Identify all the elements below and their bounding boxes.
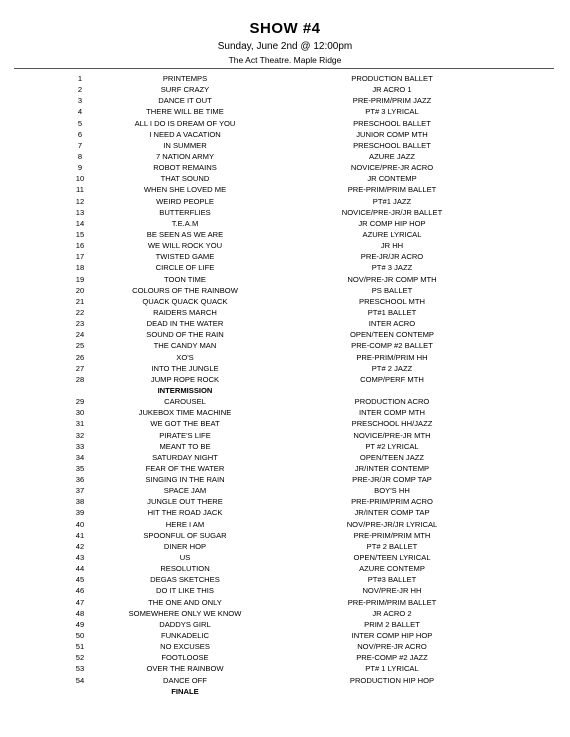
routine-class: PRE-PRIM/PRIM JAZZ xyxy=(352,96,432,106)
routine-title: WE WILL ROCK YOU xyxy=(147,241,223,251)
routine-title: FEAR OF THE WATER xyxy=(145,463,225,473)
routine-number: 21 xyxy=(75,296,85,306)
program-row xyxy=(0,507,570,518)
program-row xyxy=(0,630,570,641)
program-row xyxy=(0,229,570,240)
program-row xyxy=(0,129,570,140)
routine-title: CIRCLE OF LIFE xyxy=(155,263,215,273)
routine-number: 53 xyxy=(75,664,85,674)
routine-title: DINER HOP xyxy=(163,541,207,551)
program-row xyxy=(0,574,570,585)
program-row xyxy=(0,352,570,363)
routine-number: 20 xyxy=(75,285,85,295)
routine-title: JUMP ROPE ROCK xyxy=(150,374,220,384)
routine-number: 37 xyxy=(75,486,85,496)
program-row xyxy=(0,452,570,463)
routine-number: 44 xyxy=(75,564,85,574)
routine-number: 1 xyxy=(77,74,83,83)
program-row xyxy=(0,519,570,530)
routine-number: 3 xyxy=(77,96,83,106)
routine-number: 16 xyxy=(75,241,85,251)
routine-class: NOVICE/PRE-JR MTH xyxy=(353,430,431,440)
routine-class: JR HH xyxy=(380,241,404,251)
routine-class: NOV/PRE-JR COMP MTH xyxy=(347,274,437,284)
routine-number: 47 xyxy=(75,597,85,607)
program-row xyxy=(0,307,570,318)
routine-class: INTER COMP MTH xyxy=(358,408,426,418)
routine-class: JR/INTER COMP TAP xyxy=(354,508,430,518)
routine-title: ALL I DO IS DREAM OF YOU xyxy=(134,118,236,128)
program-row xyxy=(0,363,570,374)
routine-title: DANCE IT OUT xyxy=(158,96,212,106)
routine-number: 36 xyxy=(75,475,85,485)
routine-title: DEGAS SKETCHES xyxy=(150,575,220,585)
routine-title: PIRATE'S LIFE xyxy=(159,430,211,440)
program-row xyxy=(0,530,570,541)
program-row xyxy=(0,430,570,441)
program-row xyxy=(0,240,570,251)
program-row xyxy=(0,563,570,574)
routine-class: JR/INTER CONTEMP xyxy=(354,463,430,473)
routine-class: PT# 3 JAZZ xyxy=(371,263,413,273)
routine-class: NOVICE/PRE-JR ACRO xyxy=(350,163,434,173)
routine-title: JUKEBOX TIME MACHINE xyxy=(138,408,232,418)
routine-class: PRE-JR/JR COMP TAP xyxy=(352,475,432,485)
routine-class: PRE-PRIM/PRIM MTH xyxy=(353,530,431,540)
program-row xyxy=(0,262,570,273)
routine-title: SOUND OF THE RAIN xyxy=(146,330,224,340)
header-divider xyxy=(14,68,554,69)
routine-number: 17 xyxy=(75,252,85,262)
routine-class: PRIM 2 BALLET xyxy=(364,619,420,629)
routine-number: 6 xyxy=(77,129,83,139)
routine-number: 31 xyxy=(75,419,85,429)
routine-number: 41 xyxy=(75,530,85,540)
routine-number: 50 xyxy=(75,631,85,641)
program-row xyxy=(0,608,570,619)
routine-number: 4 xyxy=(77,107,83,117)
routine-number: 2 xyxy=(77,85,83,95)
program-row xyxy=(0,251,570,262)
routine-number: 18 xyxy=(75,263,85,273)
routine-title: XO'S xyxy=(176,352,194,362)
routine-title: BE SEEN AS WE ARE xyxy=(146,229,224,239)
routine-class: PT# 2 BALLET xyxy=(366,541,418,551)
routine-title: OVER THE RAINBOW xyxy=(146,664,224,674)
routine-number: 26 xyxy=(75,352,85,362)
routine-title: PRINTEMPS xyxy=(162,74,208,83)
routine-class: PRE-PRIM/PRIM BALLET xyxy=(347,597,437,607)
routine-class: NOV/PRE-JR ACRO xyxy=(357,642,427,652)
routine-number: 27 xyxy=(75,363,85,373)
routine-title: SINGING IN THE RAIN xyxy=(145,475,225,485)
program-row xyxy=(0,652,570,663)
show-venue: The Act Theatre. Maple Ridge xyxy=(228,55,342,65)
routine-number: 9 xyxy=(77,163,83,173)
routine-class: PRESCHOOL HH/JAZZ xyxy=(351,419,433,429)
routine-title: THERE WILL BE TIME xyxy=(146,107,224,117)
routine-number: 8 xyxy=(77,151,83,161)
program-row xyxy=(0,196,570,207)
routine-class: JR CONTEMP xyxy=(367,174,417,184)
program-row xyxy=(0,140,570,151)
program-row xyxy=(0,184,570,195)
routine-title: WEIRD PEOPLE xyxy=(156,196,214,206)
routine-class: PRESCHOOL BALLET xyxy=(353,118,431,128)
routine-title: THAT SOUND xyxy=(160,174,210,184)
routine-class: PRODUCTION BALLET xyxy=(351,74,433,83)
program-row xyxy=(0,474,570,485)
routine-title: FUNKADELIC xyxy=(160,631,210,641)
program-row xyxy=(0,274,570,285)
routine-class: COMP/PERF MTH xyxy=(360,374,424,384)
program-row xyxy=(0,396,570,407)
routine-class: PRESCHOOL MTH xyxy=(359,296,425,306)
routine-class: PT# 1 LYRICAL xyxy=(365,664,419,674)
program-row xyxy=(0,329,570,340)
program-row xyxy=(0,641,570,652)
routine-class: OPEN/TEEN CONTEMP xyxy=(350,330,434,340)
program-header xyxy=(0,0,570,66)
routine-number: 28 xyxy=(75,374,85,384)
routine-number: 35 xyxy=(75,463,85,473)
routine-title: HERE I AM xyxy=(165,519,205,529)
routine-title: 7 NATION ARMY xyxy=(155,151,215,161)
routine-number: 32 xyxy=(75,430,85,440)
section-label: INTERMISSION xyxy=(157,385,213,395)
routine-number: 38 xyxy=(75,497,85,507)
routine-title: SPACE JAM xyxy=(163,486,207,496)
program-row xyxy=(0,318,570,329)
routine-number: 14 xyxy=(75,218,85,228)
routine-title: DEAD IN THE WATER xyxy=(146,319,224,329)
program-row xyxy=(0,106,570,117)
routine-class: PRE-PRIM/PRIM BALLET xyxy=(347,185,437,195)
routine-class: PT #2 LYRICAL xyxy=(365,441,419,451)
routine-class: PT# 3 LYRICAL xyxy=(365,107,419,117)
routine-class: PRE-PRIM/PRIM HH xyxy=(356,352,428,362)
routine-number: 52 xyxy=(75,653,85,663)
section-label: FINALE xyxy=(171,686,199,696)
routine-class: PRE-JR/JR ACRO xyxy=(360,252,424,262)
routine-title: TWISTED GAME xyxy=(155,252,215,262)
routine-title: BUTTERFLIES xyxy=(159,207,211,217)
routine-number: 30 xyxy=(75,408,85,418)
routine-number: 12 xyxy=(75,196,85,206)
routine-class: JR COMP HIP HOP xyxy=(358,218,426,228)
routine-title: DANCE OFF xyxy=(163,675,207,685)
routine-class: AZURE CONTEMP xyxy=(359,564,425,574)
program-list xyxy=(0,73,570,697)
routine-number: 49 xyxy=(75,619,85,629)
program-row xyxy=(0,207,570,218)
program-row xyxy=(0,151,570,162)
routine-title: FOOTLOOSE xyxy=(161,653,209,663)
routine-title: SOMEWHERE ONLY WE KNOW xyxy=(128,608,242,618)
program-row xyxy=(0,73,570,84)
routine-title: RESOLUTION xyxy=(160,564,210,574)
routine-title: SATURDAY NIGHT xyxy=(152,452,218,462)
routine-title: DADDYS GIRL xyxy=(159,619,211,629)
routine-class: OPEN/TEEN JAZZ xyxy=(359,452,425,462)
program-row xyxy=(0,173,570,184)
routine-class: NOV/PRE-JR/JR LYRICAL xyxy=(346,519,438,529)
routine-number: 51 xyxy=(75,642,85,652)
routine-number: 29 xyxy=(75,397,85,407)
program-row xyxy=(0,463,570,474)
program-row xyxy=(0,340,570,351)
routine-class: PT#1 BALLET xyxy=(367,307,417,317)
show-title: SHOW #4 xyxy=(249,20,321,37)
program-row xyxy=(0,407,570,418)
program-row xyxy=(0,296,570,307)
routine-number: 13 xyxy=(75,207,85,217)
program-row xyxy=(0,95,570,106)
routine-class: PRE-COMP #2 JAZZ xyxy=(356,653,428,663)
routine-title: RAIDERS MARCH xyxy=(153,307,217,317)
routine-title: MEANT TO BE xyxy=(159,441,211,451)
routine-title: ROBOT REMAINS xyxy=(153,163,217,173)
program-row xyxy=(0,418,570,429)
routine-title: INTO THE JUNGLE xyxy=(151,363,219,373)
program-row xyxy=(0,496,570,507)
routine-title: I NEED A VACATION xyxy=(149,129,221,139)
program-row xyxy=(0,441,570,452)
program-section-break xyxy=(0,686,570,697)
routine-class: PT#3 BALLET xyxy=(367,575,417,585)
routine-title: DO IT LIKE THIS xyxy=(156,586,214,596)
routine-title: SPOONFUL OF SUGAR xyxy=(143,530,227,540)
routine-title: JUNGLE OUT THERE xyxy=(147,497,223,507)
program-row xyxy=(0,675,570,686)
program-row xyxy=(0,162,570,173)
routine-title: WHEN SHE LOVED ME xyxy=(143,185,227,195)
routine-title: TOON TIME xyxy=(164,274,206,284)
routine-title: WE GOT THE BEAT xyxy=(150,419,220,429)
routine-number: 24 xyxy=(75,330,85,340)
program-row xyxy=(0,585,570,596)
program-row xyxy=(0,597,570,608)
program-row xyxy=(0,485,570,496)
routine-class: OPEN/TEEN LYRICAL xyxy=(353,553,431,563)
routine-class: JR ACRO 2 xyxy=(372,608,412,618)
routine-number: 45 xyxy=(75,575,85,585)
show-date: Sunday, June 2nd @ 12:00pm xyxy=(217,41,353,52)
program-row xyxy=(0,663,570,674)
routine-title: US xyxy=(179,553,191,563)
routine-number: 40 xyxy=(75,519,85,529)
routine-title: THE ONE AND ONLY xyxy=(148,597,222,607)
routine-number: 19 xyxy=(75,274,85,284)
routine-class: PRE-PRIM/PRIM ACRO xyxy=(351,497,433,507)
routine-title: COLOURS OF THE RAINBOW xyxy=(132,285,238,295)
routine-class: PT# 2 JAZZ xyxy=(371,363,413,373)
routine-class: INTER ACRO xyxy=(368,319,416,329)
routine-class: BOY'S HH xyxy=(374,486,410,496)
routine-number: 48 xyxy=(75,608,85,618)
routine-class: INTER COMP HIP HOP xyxy=(351,631,433,641)
routine-class: PRE-COMP #2 BALLET xyxy=(351,341,433,351)
program-section-break xyxy=(0,385,570,396)
routine-title: IN SUMMER xyxy=(163,140,207,150)
program-row xyxy=(0,285,570,296)
program-row xyxy=(0,374,570,385)
routine-class: AZURE LYRICAL xyxy=(362,229,422,239)
routine-title: QUACK QUACK QUACK xyxy=(142,296,228,306)
routine-class: AZURE JAZZ xyxy=(369,151,415,161)
routine-class: JUNIOR COMP MTH xyxy=(356,129,428,139)
routine-title: CAROUSEL xyxy=(164,397,206,407)
routine-number: 15 xyxy=(75,229,85,239)
routine-class: PRODUCTION ACRO xyxy=(354,397,430,407)
routine-title: THE CANDY MAN xyxy=(153,341,217,351)
routine-number: 10 xyxy=(75,174,85,184)
routine-number: 22 xyxy=(75,307,85,317)
routine-title: SURF CRAZY xyxy=(160,85,210,95)
routine-class: NOV/PRE-JR HH xyxy=(362,586,422,596)
routine-number: 54 xyxy=(75,675,85,685)
routine-number: 5 xyxy=(77,118,83,128)
program-row xyxy=(0,541,570,552)
routine-number: 42 xyxy=(75,541,85,551)
routine-title: T.E.A.M xyxy=(171,218,199,228)
routine-number: 7 xyxy=(77,140,83,150)
routine-class: JR ACRO 1 xyxy=(372,85,412,95)
program-row xyxy=(0,84,570,95)
routine-number: 43 xyxy=(75,553,85,563)
routine-number: 33 xyxy=(75,441,85,451)
routine-number: 34 xyxy=(75,452,85,462)
program-row xyxy=(0,552,570,563)
routine-class: PRESCHOOL BALLET xyxy=(353,140,431,150)
routine-number: 46 xyxy=(75,586,85,596)
routine-class: PS BALLET xyxy=(371,285,413,295)
routine-title: NO EXCUSES xyxy=(160,642,210,652)
routine-number: 25 xyxy=(75,341,85,351)
program-row xyxy=(0,118,570,129)
routine-class: PT#1 JAZZ xyxy=(372,196,412,206)
program-row xyxy=(0,218,570,229)
routine-number: 23 xyxy=(75,319,85,329)
routine-title: HIT THE ROAD JACK xyxy=(147,508,223,518)
routine-class: NOVICE/PRE-JR/JR BALLET xyxy=(341,207,443,217)
routine-number: 11 xyxy=(76,185,84,195)
routine-number: 39 xyxy=(75,508,85,518)
program-row xyxy=(0,619,570,630)
routine-class: PRODUCTION HIP HOP xyxy=(349,675,435,685)
